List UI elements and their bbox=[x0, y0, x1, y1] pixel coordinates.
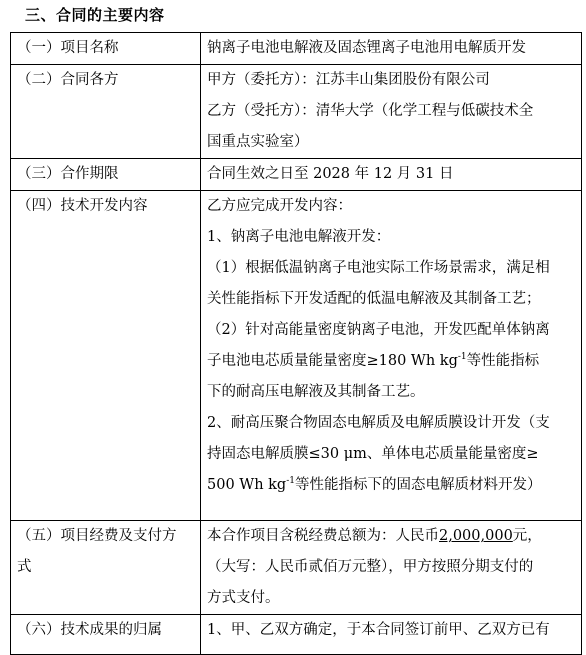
text-line: （1）根据低温钠离子电池实际工作场景需求，满足相 bbox=[207, 260, 550, 276]
text-segment: 500 Wh kg bbox=[207, 477, 287, 493]
text-segment: 等性能指标 bbox=[466, 353, 540, 369]
fee-amount: 2,000,000 bbox=[439, 528, 513, 544]
text-line: 2、耐高压聚合物固态电解质及电解质膜设计开发（支 bbox=[207, 415, 550, 431]
table-row bbox=[11, 159, 582, 191]
text-line: 1、钠离子电池电解液开发： bbox=[207, 229, 391, 245]
superscript: -1 bbox=[457, 352, 467, 363]
text-segment: 等性能指标下的固态电解质材料开发） bbox=[295, 477, 542, 493]
row-label-fees bbox=[11, 521, 201, 615]
row-value-term bbox=[201, 159, 582, 191]
text-line: 下的耐高压电解液及其制备工艺。 bbox=[207, 384, 425, 400]
text-line: （2）针对高能量密度钠离子电池，开发匹配单体钠离 bbox=[207, 322, 550, 338]
text-segment: 子电池电芯质量能量密度≥180 Wh kg bbox=[207, 353, 458, 369]
text-line: （大写：人民币贰佰万元整），甲方按照分期支付的 bbox=[207, 559, 534, 575]
superscript: -1 bbox=[286, 476, 295, 487]
text-segment: 元， bbox=[512, 528, 542, 544]
text-line: 持固态电解质膜≤30 μm、单体电芯质量能量密度≥ bbox=[207, 446, 539, 462]
row-value-project-name bbox=[201, 33, 582, 65]
row-label-ownership: （六）技术成果的归属 bbox=[11, 615, 201, 655]
row-value-parties bbox=[201, 65, 582, 159]
row-label-project-name: （一）项目名称 bbox=[11, 33, 201, 65]
text-line: 合同生效之日至 2028 年 12 月 31 日 bbox=[207, 166, 454, 182]
row-label-term: （三）合作期限 bbox=[11, 159, 201, 191]
table-row bbox=[11, 65, 582, 159]
contract-table bbox=[10, 32, 582, 655]
label-line: （五）项目经费及支付方 bbox=[17, 528, 177, 544]
table-row bbox=[11, 33, 582, 65]
row-label-parties: （二）合同各方 bbox=[11, 65, 201, 159]
table-row bbox=[11, 615, 582, 655]
table-row bbox=[11, 191, 582, 521]
table-row bbox=[11, 521, 582, 615]
text-line: 乙方应完成开发内容： bbox=[207, 198, 352, 214]
text-line: 钠离子电池电解液及固态锂离子电池用电解质开发 bbox=[207, 40, 526, 56]
text-line: 关性能指标下开发适配的低温电解液及其制备工艺； bbox=[207, 291, 541, 307]
row-value-fees bbox=[201, 521, 582, 615]
text-line: 乙方（受托方）：清华大学（化学工程与低碳技术全 bbox=[207, 103, 534, 119]
text-line: 国重点实验室） bbox=[207, 134, 309, 150]
row-label-dev-content: （四）技术开发内容 bbox=[11, 191, 201, 521]
row-value-ownership bbox=[201, 615, 582, 655]
fee-line bbox=[207, 521, 575, 552]
text-segment: 本合作项目含税经费总额为：人民币 bbox=[207, 528, 439, 544]
text-line: 甲方（委托方）：江苏丰山集团股份有限公司 bbox=[207, 72, 490, 88]
text-line-with-superscript bbox=[207, 470, 575, 501]
text-line: 1、甲、乙双方确定，于本合同签订前甲、乙双方已有 bbox=[207, 622, 550, 638]
text-line: 方式支付。 bbox=[207, 590, 280, 606]
row-value-dev-content bbox=[201, 191, 582, 521]
label-line: 式 bbox=[17, 559, 32, 575]
text-line-with-superscript bbox=[207, 346, 575, 377]
section-title: 三、合同的主要内容 bbox=[25, 6, 165, 24]
